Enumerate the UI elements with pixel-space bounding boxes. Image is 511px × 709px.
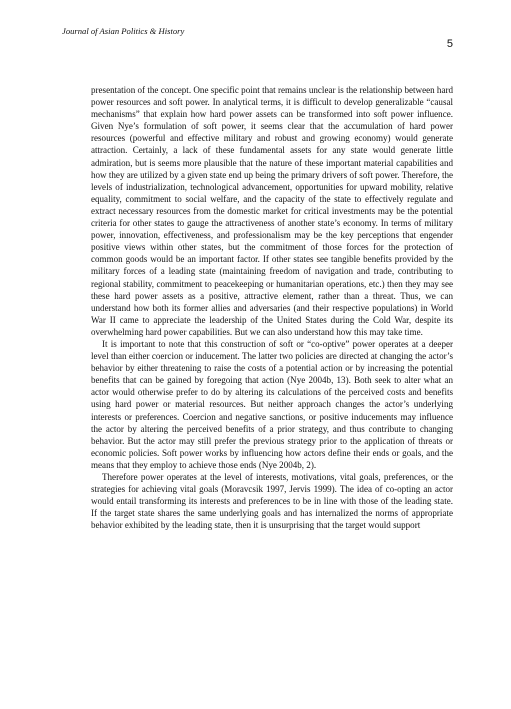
paragraph: presentation of the concept. One specific point that remains unclear is the relationship between hard power resources and soft power. In analytical terms, it is difficult to develop generalizable “causal mechanisms” that explain how hard power assets can be transformed into soft power influence. Given Nye’s formulation of soft power, it seems clear that the accumulation of hard power resources (powerful and effective military and robust and growing economy) would generate attraction. Certainly, a lack of these fundamental assets for any state would generate little admiration, but is seems more plausible that the nature of these important material capabilities and how they are utilized by a given state end up being the primary drivers of soft power. Therefore, the levels of industrialization, technological advancement, opportunities for upward mobility, relative equality, commitment to social welfare, and the capacity of the state to effectively regulate and extract necessary resources from the domestic market for critical investments may be the potential criteria for other states to gauge the attractiveness of another state’s economy. In terms of military power, innovation, effectiveness, and professionalism may be the key perceptions that engender positive views within other states, but the commitment of those forces for the protection of common goods would be an important factor. If other states see tangible benefits provided by the military forces of a leading state (maintaining freedom of navigation and trade, contributing to regional stability, commitment to peacekeeping or humanitarian operations, etc.) then they may see these hard power assets as a positive, attractive element, rather than a threat. Thus, we can understand how both its former allies and adversaries (and their respective populations) in World War II came to appreciate the leadership of the United States during the Cold War, despite its overwhelming hard power capabilities. But we can also understand how this may take time. [91, 85, 453, 337]
running-head-journal-title: Journal of Asian Politics & History [62, 26, 185, 36]
body-text [91, 84, 453, 531]
page-number: 5 [446, 38, 453, 50]
paragraph: It is important to note that this construction of soft or “co-optive” power operates at a deeper level than either coercion or inducement. The latter two policies are directed at changing the actor’s behavior by either threatening to raise the costs of a potential action or by increasing the potential benefits that can be gained by foregoing that action (Nye 2004b, 13). Both seek to alter what an actor would otherwise prefer to do by altering its calculations of the perceived costs and benefits using hard power or material resources. But neither approach changes the actor’s underlying interests or preferences. Coercion and negative sanctions, or positive inducements may influence the actor by altering the perceived benefits of a prior strategy, and thus contribute to changing behavior. But the actor may still prefer the previous strategy prior to the application of threats or economic policies. Soft power works by influencing how actors define their ends or goals, and the means that they employ to achieve those ends (Nye 2004b, 2). [91, 338, 453, 470]
paragraph: Therefore power operates at the level of interests, motivations, vital goals, preferences, or the strategies for achieving vital goals (Moravcsik 1997, Jervis 1999). The idea of co-opting an actor would entail transforming its interests and preferences to be in line with those of the leading state. If the target state shares the same underlying goals and has internalized the norms of appropriate behavior exhibited by the leading state, then it is unsurprising that the target would support [91, 472, 453, 531]
